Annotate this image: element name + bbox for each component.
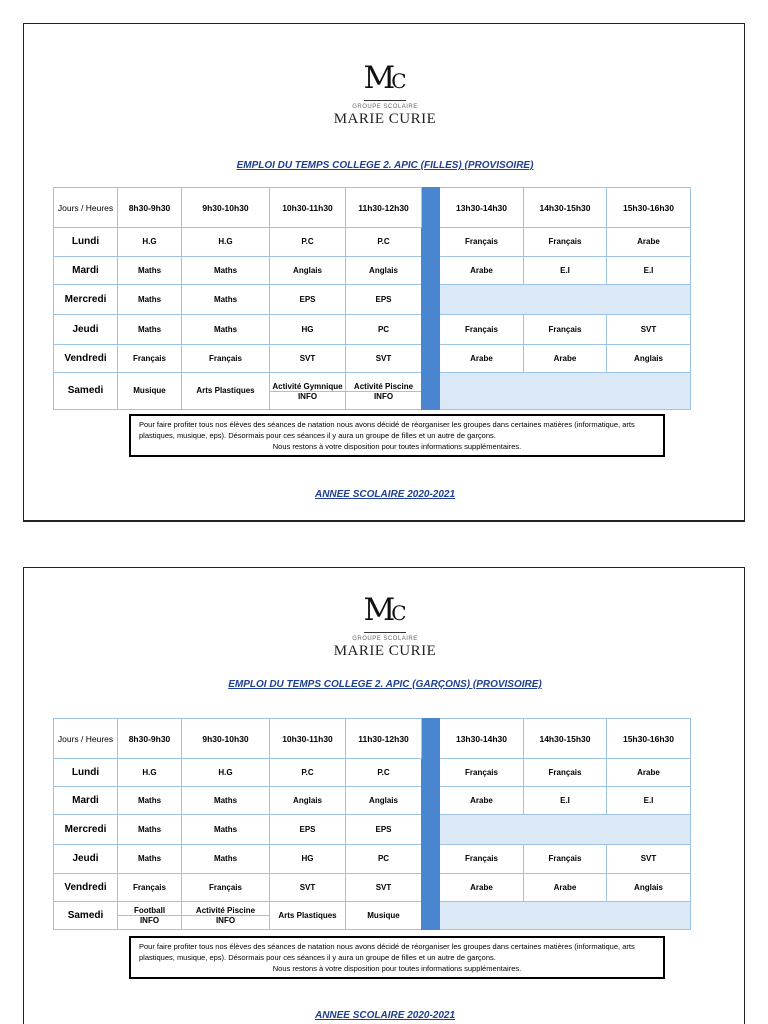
header-row bbox=[54, 719, 691, 759]
timetable-page-girls bbox=[23, 23, 745, 522]
course-cell: Maths bbox=[182, 845, 270, 874]
course-cell: Arabe bbox=[607, 759, 691, 787]
course-cell: SVT bbox=[270, 345, 346, 373]
course-cell: Maths bbox=[182, 285, 270, 315]
day-row bbox=[54, 874, 691, 902]
course-cell: SVT bbox=[270, 874, 346, 902]
course-cell: SVT bbox=[346, 874, 422, 902]
course-cell: Français bbox=[440, 315, 524, 345]
school-logo bbox=[24, 60, 746, 128]
day-label: Jeudi bbox=[54, 845, 118, 874]
day-label: Mercredi bbox=[54, 285, 118, 315]
info-note bbox=[129, 414, 665, 457]
course-cell: Maths bbox=[118, 845, 182, 874]
note-footer: Nous restons à votre disposition pour toutes informations supplémentaires. bbox=[272, 442, 522, 451]
day-row bbox=[54, 373, 691, 410]
day-row bbox=[54, 285, 691, 315]
note-body: Pour faire profiter tous nos élèves des séances de natation nous avons décidé de réorganiser les groupes dans certaines matières (informatique, arts plastiques, musique, eps). Désormais pour ces séances il y aura un groupe de filles et un autre de garçons. bbox=[139, 420, 635, 440]
day-label: Mardi bbox=[54, 787, 118, 815]
course-cell: Arabe bbox=[440, 345, 524, 373]
course-cell: H.G bbox=[118, 759, 182, 787]
course-cell: Arabe bbox=[524, 874, 607, 902]
school-year: ANNEE SCOLAIRE 2020-2021 bbox=[314, 489, 456, 500]
course-cell: Anglais bbox=[607, 874, 691, 902]
course-cell: Anglais bbox=[346, 787, 422, 815]
course-cell: Français bbox=[118, 874, 182, 902]
time-header: 9h30-10h30 bbox=[182, 719, 270, 759]
time-header: 14h30-15h30 bbox=[524, 719, 607, 759]
day-label: Samedi bbox=[54, 902, 118, 930]
corner-cell: Jours / Heures bbox=[54, 719, 118, 759]
day-label: Lundi bbox=[54, 228, 118, 257]
course-cell: Maths bbox=[118, 285, 182, 315]
split-course-cell bbox=[118, 902, 182, 930]
course-cell: Arabe bbox=[440, 787, 524, 815]
course-cell: Anglais bbox=[270, 787, 346, 815]
course-cell: P.C bbox=[270, 228, 346, 257]
logo-subtitle: GROUPE SCOLAIRE bbox=[352, 104, 418, 110]
course-cell: PC bbox=[346, 845, 422, 874]
course-cell: EPS bbox=[346, 815, 422, 845]
course-cell: Arabe bbox=[440, 257, 524, 285]
course-cell: Français bbox=[440, 759, 524, 787]
course-cell: H.G bbox=[118, 228, 182, 257]
course-cell: P.C bbox=[346, 228, 422, 257]
logo-school-name: MARIE CURIE bbox=[333, 111, 437, 127]
day-label: Vendredi bbox=[54, 874, 118, 902]
time-header: 10h30-11h30 bbox=[270, 719, 346, 759]
time-header: 15h30-16h30 bbox=[607, 188, 691, 228]
course-cell: EPS bbox=[270, 815, 346, 845]
day-row bbox=[54, 787, 691, 815]
course-cell: Maths bbox=[118, 787, 182, 815]
time-header: 11h30-12h30 bbox=[346, 719, 422, 759]
course-cell: E.I bbox=[524, 787, 607, 815]
split-course-bottom: INFO bbox=[373, 391, 394, 401]
split-course-top: Football bbox=[118, 906, 181, 916]
course-cell: Maths bbox=[118, 315, 182, 345]
timetable-table bbox=[53, 187, 691, 410]
logo-divider bbox=[364, 100, 406, 101]
day-label: Mercredi bbox=[54, 815, 118, 845]
day-row bbox=[54, 228, 691, 257]
course-cell: Français bbox=[524, 228, 607, 257]
course-cell: Musique bbox=[118, 373, 182, 410]
time-header: 8h30-9h30 bbox=[118, 188, 182, 228]
course-cell: E.I bbox=[607, 787, 691, 815]
course-cell: Maths bbox=[182, 815, 270, 845]
lunch-break-column bbox=[422, 719, 440, 930]
corner-cell: Jours / Heures bbox=[54, 188, 118, 228]
course-cell: Français bbox=[182, 874, 270, 902]
timetable-table bbox=[53, 718, 691, 930]
split-course-bottom: INFO bbox=[297, 391, 318, 401]
course-cell: PC bbox=[346, 315, 422, 345]
course-cell: HG bbox=[270, 845, 346, 874]
course-cell: Français bbox=[524, 315, 607, 345]
course-cell: E.I bbox=[524, 257, 607, 285]
course-cell: Maths bbox=[118, 257, 182, 285]
note-body: Pour faire profiter tous nos élèves des séances de natation nous avons décidé de réorganiser les groupes dans certaines matières (informatique, arts plastiques, musique, eps). Désormais pour ces séances il y aura un groupe de filles et un autre de garçons. bbox=[139, 942, 635, 962]
day-row bbox=[54, 902, 691, 930]
school-logo bbox=[24, 592, 746, 660]
course-cell: EPS bbox=[346, 285, 422, 315]
course-cell: Français bbox=[524, 845, 607, 874]
course-cell: Maths bbox=[118, 815, 182, 845]
day-label: Lundi bbox=[54, 759, 118, 787]
course-cell: SVT bbox=[607, 315, 691, 345]
timetable-title: EMPLOI DU TEMPS COLLEGE 2. APIC (FILLES) (PROVISOIRE) bbox=[236, 160, 534, 171]
split-course-top: Activité Piscine bbox=[346, 382, 421, 392]
split-course-top: Activité Gymnique bbox=[270, 382, 345, 392]
day-row bbox=[54, 845, 691, 874]
empty-afternoon-block bbox=[440, 285, 691, 315]
day-label: Samedi bbox=[54, 373, 118, 410]
lunch-break-column bbox=[422, 188, 440, 410]
time-header: 8h30-9h30 bbox=[118, 719, 182, 759]
day-label: Mardi bbox=[54, 257, 118, 285]
course-cell: Français bbox=[440, 228, 524, 257]
day-row bbox=[54, 815, 691, 845]
empty-afternoon-block bbox=[440, 815, 691, 845]
split-course-cell bbox=[346, 373, 422, 410]
course-cell: Maths bbox=[182, 315, 270, 345]
time-header: 9h30-10h30 bbox=[182, 188, 270, 228]
course-cell: H.G bbox=[182, 759, 270, 787]
logo-monogram: MC bbox=[363, 60, 407, 96]
course-cell: Anglais bbox=[270, 257, 346, 285]
course-cell: P.C bbox=[346, 759, 422, 787]
course-cell: SVT bbox=[607, 845, 691, 874]
course-cell: Français bbox=[118, 345, 182, 373]
course-cell: SVT bbox=[346, 345, 422, 373]
course-cell: Anglais bbox=[346, 257, 422, 285]
timetable-title: EMPLOI DU TEMPS COLLEGE 2. APIC (GARÇONS) (PROVISOIRE) bbox=[228, 679, 542, 690]
header-row bbox=[54, 188, 691, 228]
school-year: ANNEE SCOLAIRE 2020-2021 bbox=[314, 1010, 456, 1021]
info-note bbox=[129, 936, 665, 979]
empty-afternoon-block bbox=[440, 902, 691, 930]
course-cell: Maths bbox=[182, 787, 270, 815]
course-cell: Musique bbox=[346, 902, 422, 930]
time-header: 15h30-16h30 bbox=[607, 719, 691, 759]
course-cell: Arabe bbox=[607, 228, 691, 257]
day-row bbox=[54, 257, 691, 285]
course-cell: Arts Plastiques bbox=[182, 373, 270, 410]
time-header: 10h30-11h30 bbox=[270, 188, 346, 228]
day-row bbox=[54, 759, 691, 787]
course-cell: Français bbox=[524, 759, 607, 787]
logo-subtitle: GROUPE SCOLAIRE bbox=[352, 636, 418, 642]
note-footer: Nous restons à votre disposition pour toutes informations supplémentaires. bbox=[272, 964, 522, 973]
time-header: 13h30-14h30 bbox=[440, 188, 524, 228]
split-course-bottom: INFO bbox=[215, 916, 236, 925]
logo-divider bbox=[364, 632, 406, 633]
logo-monogram: MC bbox=[363, 592, 407, 628]
course-cell: Arabe bbox=[440, 874, 524, 902]
course-cell: H.G bbox=[182, 228, 270, 257]
split-course-cell bbox=[270, 373, 346, 410]
split-course-bottom: INFO bbox=[139, 916, 160, 925]
time-header: 13h30-14h30 bbox=[440, 719, 524, 759]
timetable-page-boys bbox=[23, 567, 745, 1024]
day-label: Vendredi bbox=[54, 345, 118, 373]
course-cell: HG bbox=[270, 315, 346, 345]
course-cell: P.C bbox=[270, 759, 346, 787]
logo-school-name: MARIE CURIE bbox=[333, 643, 437, 659]
course-cell: Français bbox=[440, 845, 524, 874]
day-label: Jeudi bbox=[54, 315, 118, 345]
course-cell: EPS bbox=[270, 285, 346, 315]
course-cell: Maths bbox=[182, 257, 270, 285]
course-cell: Anglais bbox=[607, 345, 691, 373]
course-cell: Français bbox=[182, 345, 270, 373]
split-course-top: Activité Piscine bbox=[182, 906, 269, 916]
day-row bbox=[54, 315, 691, 345]
course-cell: E.I bbox=[607, 257, 691, 285]
empty-afternoon-block bbox=[440, 373, 691, 410]
time-header: 11h30-12h30 bbox=[346, 188, 422, 228]
course-cell: Arabe bbox=[524, 345, 607, 373]
time-header: 14h30-15h30 bbox=[524, 188, 607, 228]
split-course-cell bbox=[182, 902, 270, 930]
course-cell: Arts Plastiques bbox=[270, 902, 346, 930]
day-row bbox=[54, 345, 691, 373]
